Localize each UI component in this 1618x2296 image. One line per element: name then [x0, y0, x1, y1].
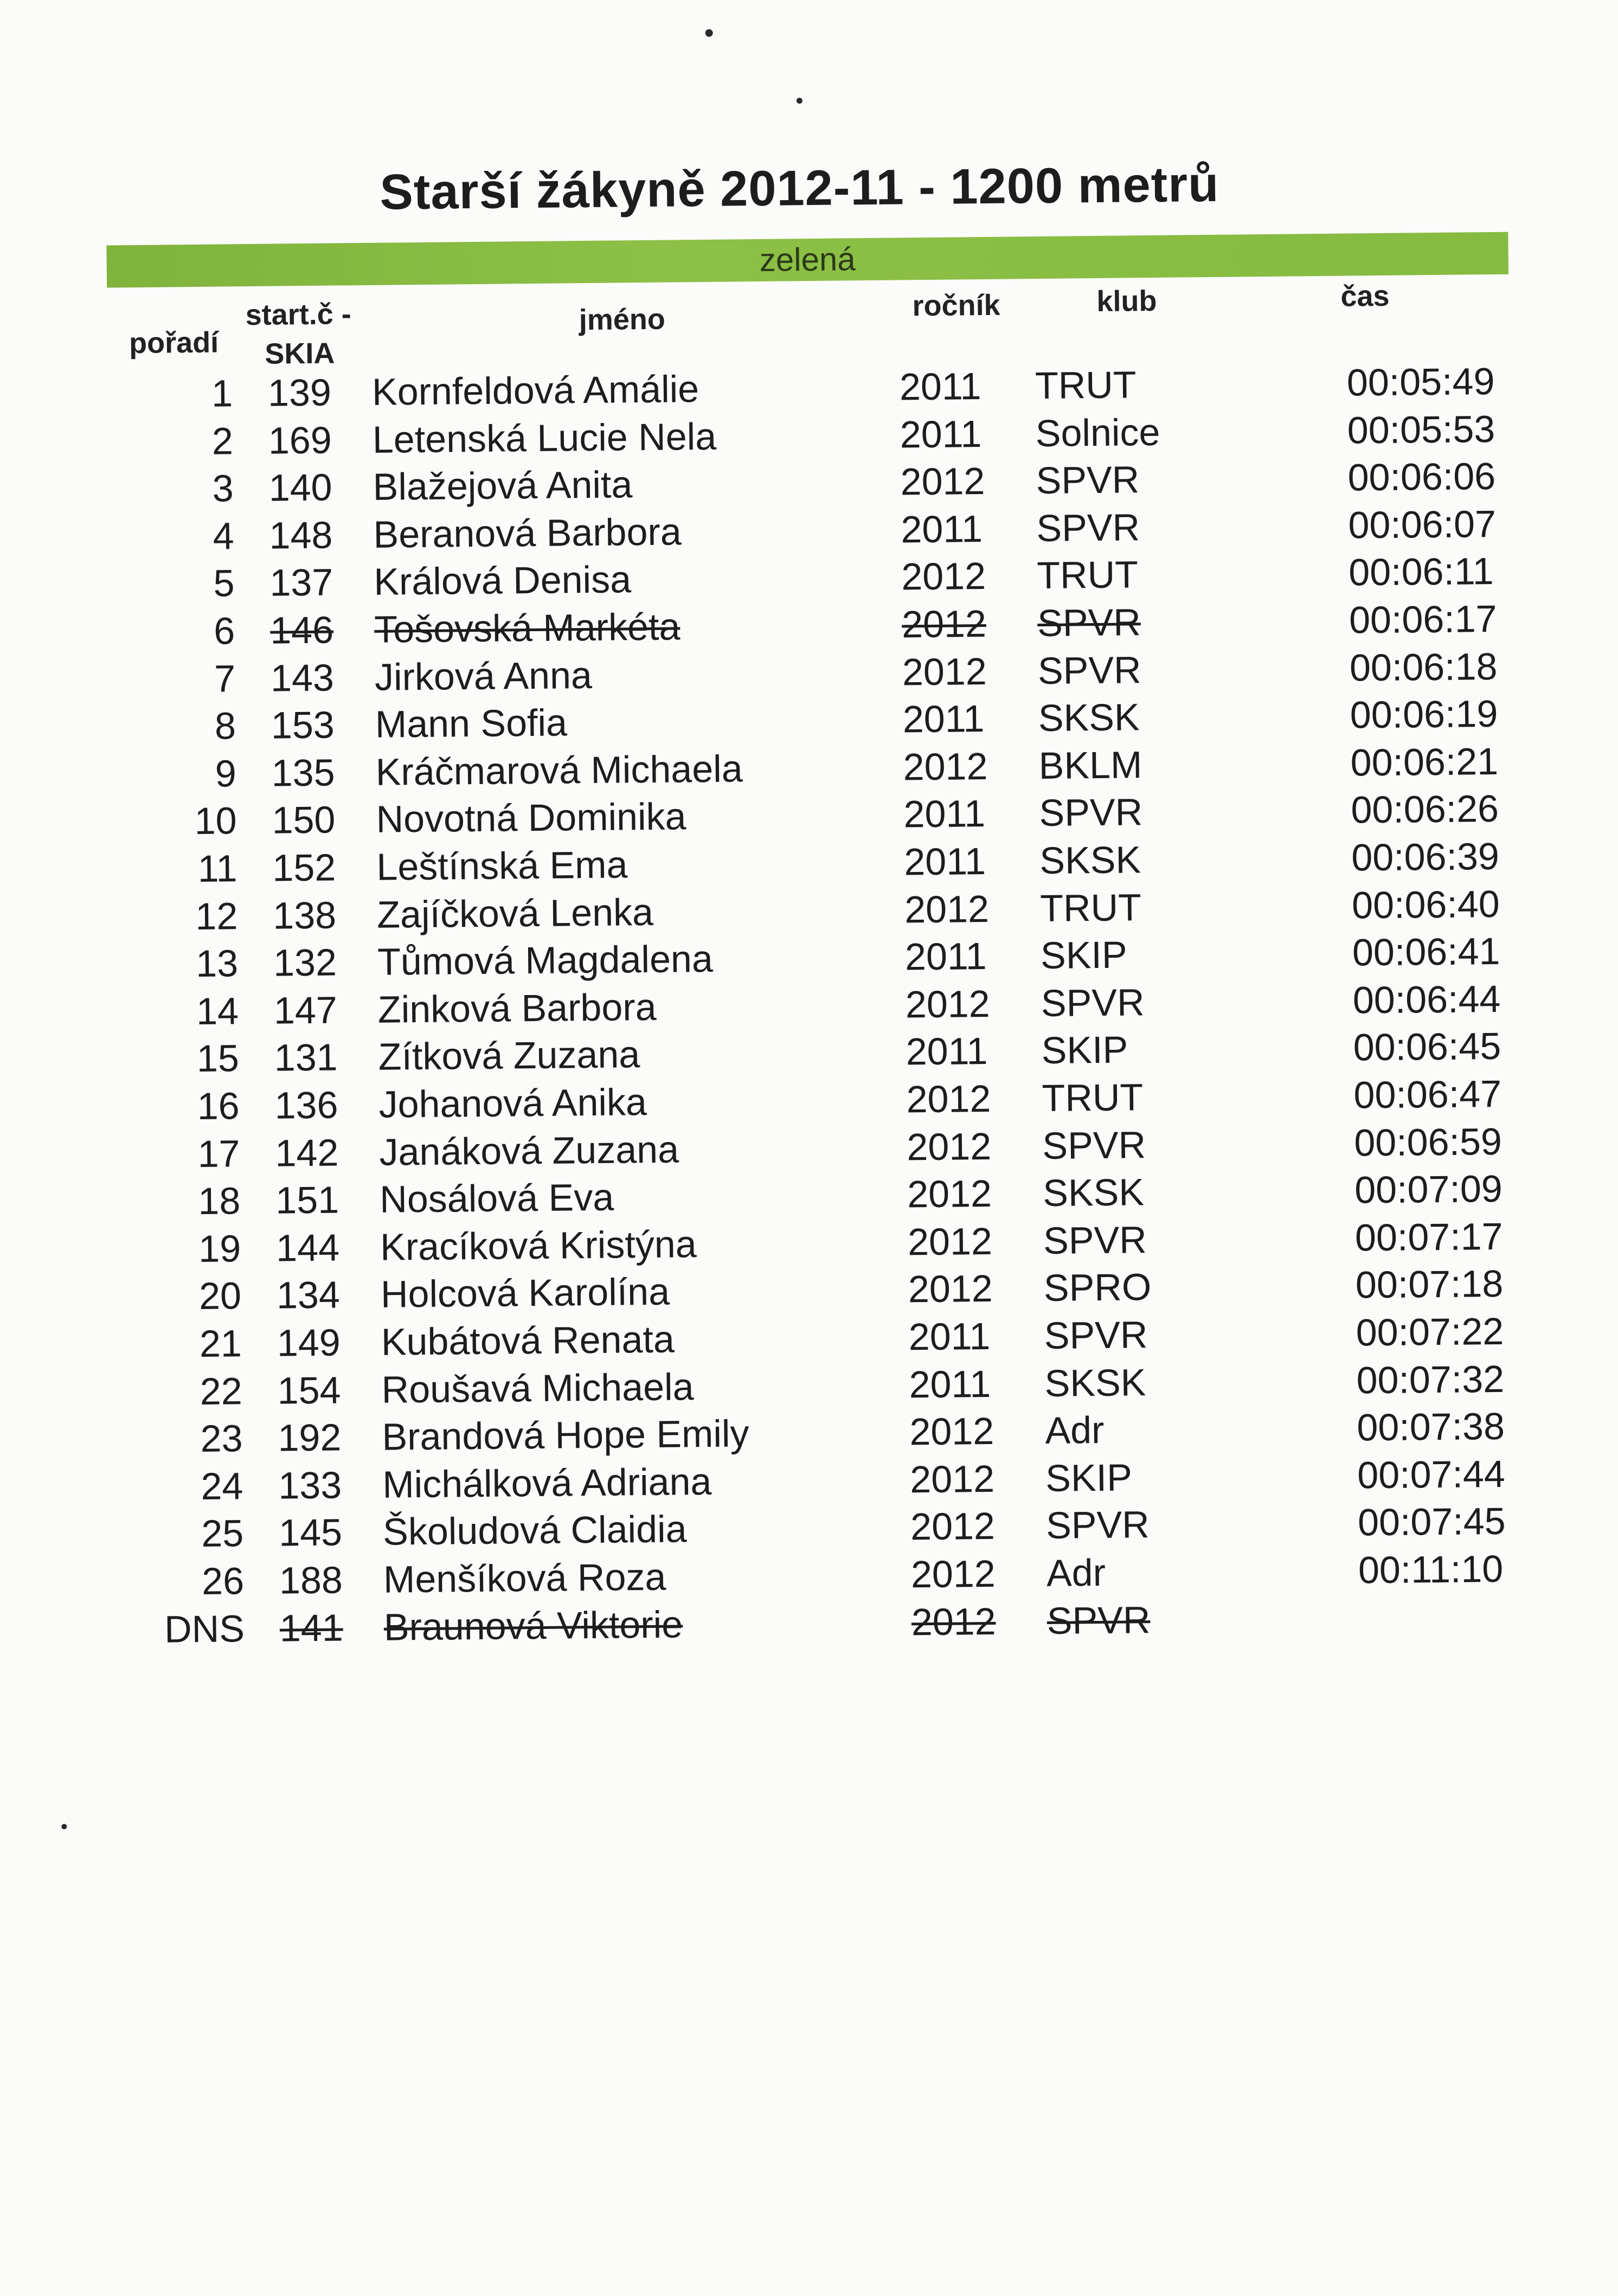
club-cell: SPVR: [1036, 458, 1140, 502]
birth-year-cell: 2012: [903, 745, 988, 788]
name-cell: Leštínská Ema: [376, 843, 628, 888]
time-cell: 00:05:49: [1346, 360, 1495, 404]
header-start-line2: SKIA: [265, 337, 335, 370]
club-cell: SKSK: [1042, 1171, 1145, 1215]
name-cell: Tůmová Magdalena: [377, 938, 714, 983]
start-number-cell: 192: [278, 1416, 342, 1459]
time-cell: 00:06:26: [1351, 787, 1499, 831]
name-cell: Tošovská Markéta: [374, 605, 680, 651]
rank-cell: 18: [198, 1179, 241, 1223]
birth-year-cell: 2011: [903, 792, 986, 836]
birth-year-cell: 2011: [900, 412, 982, 456]
name-cell: Králová Denisa: [374, 558, 632, 604]
name-cell: Kubátová Renata: [381, 1318, 675, 1363]
club-cell: Adr: [1046, 1551, 1106, 1594]
name-cell: Mann Sofia: [375, 701, 568, 746]
time-cell: 00:07:44: [1357, 1452, 1506, 1497]
rank-cell: 14: [196, 990, 239, 1032]
start-number-cell: 154: [277, 1369, 341, 1412]
category-color-band: [106, 232, 1508, 288]
birth-year-cell: 2011: [902, 697, 985, 741]
time-cell: 00:06:18: [1349, 645, 1498, 689]
club-cell: SKSK: [1038, 696, 1140, 740]
name-cell: Kracíková Kristýna: [380, 1222, 697, 1268]
club-cell: TRUT: [1036, 553, 1139, 597]
birth-year-cell: 2012: [906, 1077, 991, 1121]
paper-speck: [705, 29, 713, 37]
club-cell: SPVR: [1044, 1313, 1148, 1357]
name-cell: Nosálová Eva: [379, 1176, 614, 1221]
start-number-cell: 147: [273, 989, 338, 1032]
birth-year-cell: 2012: [910, 1505, 996, 1548]
birth-year-cell: 2012: [907, 1220, 993, 1264]
start-number-cell: 137: [269, 561, 333, 605]
time-cell: 00:07:32: [1356, 1357, 1505, 1402]
start-number-cell: 141: [279, 1606, 344, 1650]
time-cell: 00:06:17: [1349, 597, 1497, 642]
birth-year-cell: 2011: [904, 935, 987, 978]
header-start-line1: start.č -: [245, 298, 352, 332]
rank-cell: 26: [201, 1560, 245, 1602]
rank-cell: 15: [196, 1037, 240, 1080]
time-cell: 00:06:41: [1352, 930, 1500, 974]
club-cell: SPVR: [1039, 791, 1143, 835]
rank-cell: 6: [213, 610, 235, 652]
rank-cell: 11: [197, 847, 237, 890]
name-cell: Blažejová Anita: [373, 463, 633, 509]
name-cell: Holcová Karolína: [380, 1271, 670, 1316]
rank-cell: 19: [198, 1227, 241, 1270]
time-cell: 00:07:22: [1356, 1310, 1504, 1354]
page-title: Starší žákyně 2012-11 - 1200 metrů: [379, 156, 1219, 220]
start-number-cell: 136: [274, 1083, 338, 1127]
name-cell: Janáková Zuzana: [379, 1128, 679, 1173]
rank-cell: 10: [194, 799, 237, 843]
name-cell: Roušavá Michaela: [381, 1365, 694, 1411]
club-cell: SPVR: [1043, 1218, 1147, 1262]
start-number-cell: 145: [278, 1511, 343, 1554]
start-number-cell: 146: [269, 608, 334, 652]
birth-year-cell: 2011: [901, 507, 983, 551]
birth-year-cell: 2012: [909, 1410, 994, 1453]
header-club: klub: [1096, 284, 1157, 318]
start-number-cell: 139: [267, 371, 332, 414]
birth-year-cell: 2012: [902, 650, 987, 694]
start-number-cell: 152: [272, 846, 336, 889]
category-color-label: zelená: [759, 241, 856, 278]
time-cell: 00:06:11: [1348, 550, 1494, 594]
club-cell: SPRO: [1043, 1266, 1152, 1310]
birth-year-cell: 2012: [905, 982, 991, 1026]
time-cell: 00:06:39: [1351, 835, 1500, 879]
rank-cell: 12: [195, 894, 238, 938]
birth-year-cell: 2012: [907, 1172, 992, 1216]
club-cell: Solnice: [1035, 411, 1160, 454]
rank-cell: 9: [215, 752, 237, 795]
name-cell: Školudová Claidia: [382, 1508, 687, 1554]
start-number-cell: 151: [275, 1178, 339, 1222]
start-number-cell: 150: [272, 798, 336, 842]
time-cell: 00:07:38: [1357, 1405, 1505, 1449]
birth-year-cell: 2011: [899, 365, 981, 408]
name-cell: Brandová Hope Emily: [382, 1412, 749, 1458]
birth-year-cell: 2012: [901, 555, 986, 598]
birth-year-cell: 2011: [906, 1030, 988, 1073]
paper-speck: [61, 1824, 67, 1829]
rank-cell: 22: [200, 1369, 243, 1413]
time-cell: 00:06:45: [1353, 1025, 1501, 1069]
club-cell: SKSK: [1039, 838, 1141, 882]
start-number-cell: 143: [270, 656, 335, 700]
rank-cell: 16: [197, 1085, 240, 1127]
name-cell: Zajíčková Lenka: [376, 890, 654, 936]
rank-cell: 2: [211, 419, 234, 463]
birth-year-cell: 2012: [904, 887, 990, 931]
time-cell: 00:06:44: [1352, 977, 1501, 1022]
club-cell: SPVR: [1045, 1503, 1150, 1547]
name-cell: Menšíková Roza: [383, 1555, 666, 1601]
birth-year-cell: 2012: [909, 1457, 995, 1501]
header-time: čas: [1340, 279, 1390, 313]
name-cell: Beranová Barbora: [373, 510, 682, 556]
name-cell: Letenská Lucie Nela: [372, 415, 717, 461]
club-cell: SKIP: [1040, 933, 1127, 977]
club-cell: SPVR: [1036, 506, 1140, 549]
time-cell: 00:05:53: [1347, 407, 1495, 452]
rank-cell: 25: [201, 1512, 244, 1555]
header-year: ročník: [912, 288, 1000, 323]
birth-year-cell: 2012: [911, 1600, 996, 1643]
club-cell: SKSK: [1044, 1361, 1146, 1404]
time-cell: 00:06:19: [1350, 692, 1498, 736]
start-number-cell: 169: [268, 419, 332, 462]
time-cell: 00:07:09: [1354, 1168, 1503, 1211]
time-cell: 00:06:21: [1350, 740, 1499, 784]
rank-cell: 8: [214, 704, 236, 747]
start-number-cell: 132: [273, 941, 337, 984]
name-cell: Michálková Adriana: [382, 1460, 712, 1506]
rank-cell: 20: [198, 1274, 242, 1318]
name-cell: Zinková Barbora: [377, 985, 657, 1031]
birth-year-cell: 2011: [908, 1314, 991, 1358]
time-cell: 00:11:10: [1358, 1547, 1504, 1592]
start-number-cell: 131: [274, 1036, 338, 1080]
start-number-cell: 133: [278, 1464, 342, 1507]
rank-cell: 7: [214, 657, 236, 700]
birth-year-cell: 2011: [909, 1362, 991, 1406]
start-number-cell: 144: [275, 1226, 340, 1269]
time-cell: 00:06:40: [1351, 882, 1500, 927]
club-cell: SPVR: [1046, 1598, 1151, 1642]
club-cell: TRUT: [1035, 363, 1137, 407]
time-cell: 00:06:59: [1354, 1120, 1503, 1164]
birth-year-cell: 2011: [904, 840, 986, 883]
start-number-cell: 142: [275, 1131, 339, 1175]
rank-cell: 21: [199, 1322, 242, 1365]
name-cell: Braunová Viktorie: [383, 1603, 683, 1649]
name-cell: Zítková Zuzana: [378, 1033, 640, 1079]
rank-cell: 5: [213, 562, 235, 605]
birth-year-cell: 2012: [910, 1552, 996, 1596]
name-cell: Johanová Anika: [378, 1081, 647, 1126]
start-number-cell: 134: [276, 1273, 341, 1317]
start-number-cell: 135: [271, 751, 335, 794]
header-name: jméno: [579, 303, 666, 337]
time-cell: 00:06:47: [1353, 1072, 1502, 1117]
rank-cell: 24: [201, 1465, 243, 1508]
rank-cell: DNS: [164, 1607, 245, 1651]
name-cell: Jirková Anna: [374, 653, 593, 698]
time-cell: 00:07:17: [1354, 1215, 1503, 1259]
club-cell: TRUT: [1039, 886, 1142, 929]
club-cell: BKLM: [1038, 743, 1142, 787]
birth-year-cell: 2012: [900, 460, 985, 503]
birth-year-cell: 2012: [908, 1267, 993, 1311]
club-cell: SKIP: [1045, 1456, 1133, 1499]
start-number-cell: 148: [269, 514, 333, 557]
start-number-cell: 188: [279, 1559, 343, 1602]
name-cell: Kráčmarová Michaela: [375, 747, 743, 793]
rank-cell: 3: [212, 467, 234, 510]
birth-year-cell: 2012: [907, 1125, 992, 1169]
club-cell: TRUT: [1042, 1076, 1144, 1120]
rank-cell: 13: [195, 942, 239, 985]
club-cell: SPVR: [1037, 648, 1142, 692]
birth-year-cell: 2012: [901, 602, 987, 646]
rank-cell: 4: [213, 515, 234, 557]
paper-speck: [797, 98, 802, 104]
name-cell: Novotná Dominika: [376, 795, 686, 841]
club-cell: SPVR: [1042, 1123, 1146, 1167]
rank-cell: 23: [200, 1417, 243, 1460]
time-cell: 00:06:06: [1347, 455, 1496, 499]
club-cell: SPVR: [1037, 601, 1141, 645]
club-cell: SKIP: [1041, 1028, 1128, 1072]
name-cell: Kornfeldová Amálie: [371, 368, 699, 413]
start-number-cell: 153: [271, 703, 335, 747]
time-cell: 00:06:07: [1348, 502, 1497, 547]
start-number-cell: 138: [272, 894, 337, 937]
time-cell: 00:07:45: [1357, 1500, 1506, 1544]
start-number-cell: 149: [277, 1321, 341, 1364]
time-cell: 00:07:18: [1355, 1262, 1504, 1306]
club-cell: SPVR: [1041, 981, 1145, 1024]
rank-cell: 17: [197, 1132, 240, 1175]
club-cell: Adr: [1045, 1409, 1105, 1452]
start-number-cell: 140: [268, 466, 332, 509]
header-rank: pořadí: [129, 326, 219, 360]
rank-cell: 1: [211, 372, 233, 415]
